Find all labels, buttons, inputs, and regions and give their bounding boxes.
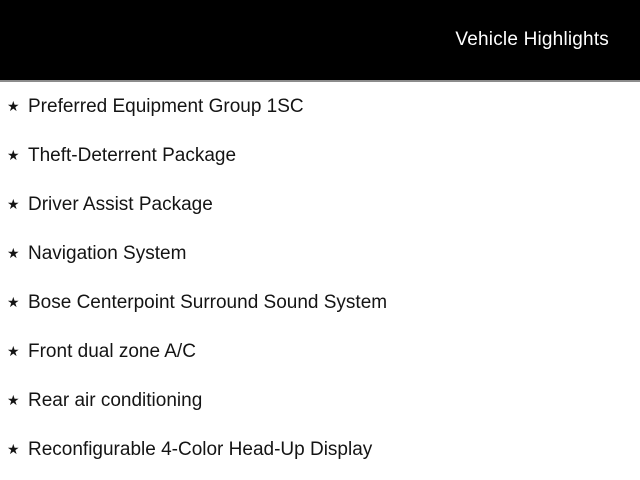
header-bar xyxy=(0,0,640,82)
highlights-list xyxy=(0,82,640,474)
item-label: Navigation System xyxy=(28,242,187,264)
star-icon: ★ xyxy=(7,98,20,115)
item-label: Reconfigurable 4-Color Head-Up Display xyxy=(28,438,373,460)
star-icon: ★ xyxy=(7,245,20,262)
item-label: Preferred Equipment Group 1SC xyxy=(28,95,304,117)
star-icon: ★ xyxy=(7,343,20,360)
item-label: Driver Assist Package xyxy=(28,193,213,215)
list-item xyxy=(0,180,640,229)
list-item xyxy=(0,229,640,278)
list-item xyxy=(0,278,640,327)
star-icon: ★ xyxy=(7,441,20,458)
star-icon: ★ xyxy=(7,392,20,409)
item-label: Bose Centerpoint Surround Sound System xyxy=(28,291,388,313)
list-item xyxy=(0,82,640,131)
item-label: Theft-Deterrent Package xyxy=(28,144,237,166)
list-item xyxy=(0,425,640,474)
item-label: Rear air conditioning xyxy=(28,389,203,411)
item-label: Front dual zone A/C xyxy=(28,340,196,362)
star-icon: ★ xyxy=(7,147,20,164)
list-item xyxy=(0,376,640,425)
list-item xyxy=(0,131,640,180)
page-title: Vehicle Highlights xyxy=(455,29,609,50)
list-item xyxy=(0,327,640,376)
star-icon: ★ xyxy=(7,196,20,213)
star-icon: ★ xyxy=(7,294,20,311)
